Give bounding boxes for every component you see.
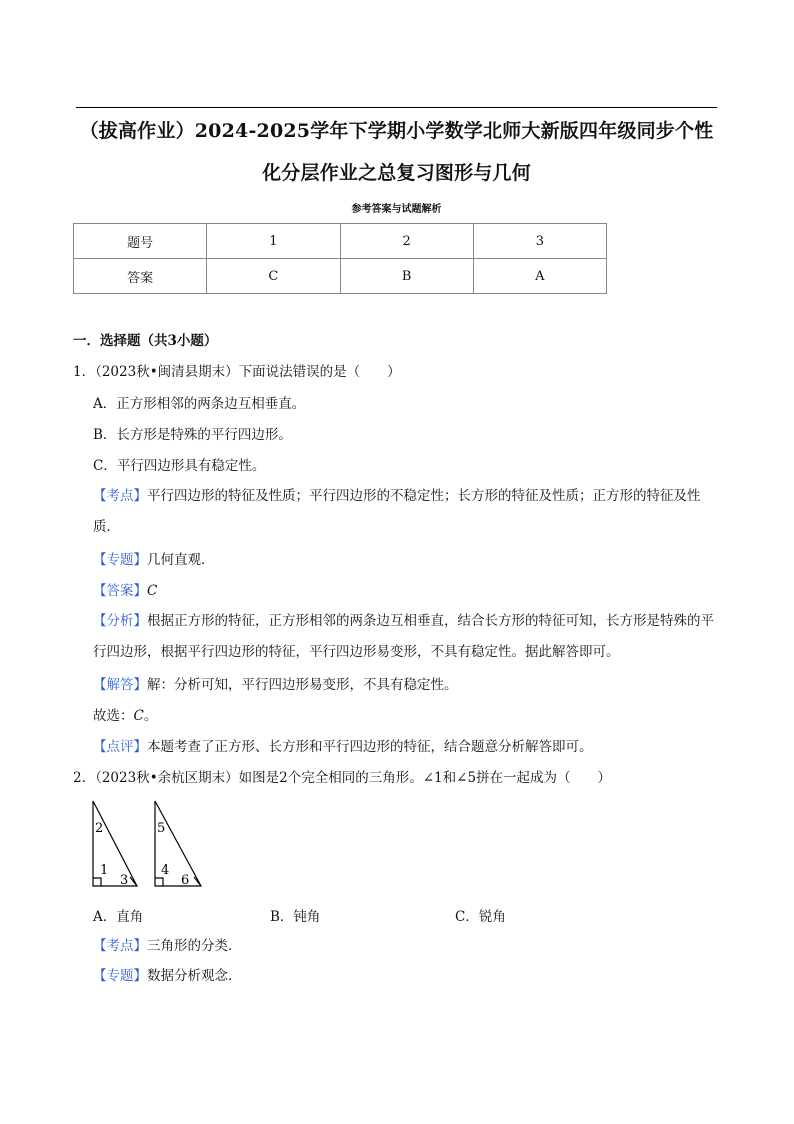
q2-zhuanti [93, 967, 242, 985]
kaodian-tag: 【考点】 [93, 938, 147, 954]
jieda-text: 解：分析可知，平行四边形易变形，不具有稳定性。 [147, 677, 458, 693]
guxuan-suffix: 。 [143, 708, 158, 724]
q2-option-a: A．直角 [93, 909, 144, 925]
doc-title-line2: 化分层作业之总复习图形与几何 [262, 162, 531, 184]
table-cell: B [340, 259, 473, 294]
zhuanti-tag: 【专题】 [93, 552, 147, 568]
angle-label-5: 5 [157, 821, 166, 836]
kaodian-tag: 【考点】 [93, 488, 147, 504]
table-cell: 3 [473, 224, 606, 259]
table-cell: 1 [207, 224, 340, 259]
q2-triangles-figure [90, 798, 210, 890]
table-cell: 题号 [74, 224, 207, 259]
q1-zhuanti [93, 551, 215, 569]
q2-option-c: C．锐角 [455, 909, 506, 925]
fenxi-text: 根据正方形的特征，正方形相邻的两条边互相垂直，结合长方形的特征可知，长方形是特殊的平行四边形，根据平行四边形的特征，平行四边形易变形，不具有稳定性。据此解答即可。 [93, 613, 714, 660]
guxuan-prefix: 故选： [93, 708, 134, 724]
q2-kaodian [93, 937, 242, 955]
daan-text: C [147, 583, 158, 599]
q2-option-b: B．钝角 [270, 909, 321, 925]
section-heading: 一．选择题（共3小题） [73, 333, 218, 349]
dianping-tag: 【点评】 [93, 739, 147, 755]
fenxi-tag: 【分析】 [93, 613, 147, 629]
q2-stem: 2．（2023秋•余杭区期末）如图是2个完全相同的三角形。∠1和∠5拼在一起成为（ ） [73, 770, 612, 786]
q1-fenxi [93, 606, 717, 668]
guxuan-value: C [133, 708, 144, 724]
angle-label-6: 6 [181, 873, 190, 888]
table-cell: A [473, 259, 606, 294]
doc-title-line1: （拔高作业）2024-2025学年下学期小学数学北师大新版四年级同步个性 [79, 120, 714, 142]
zhuanti-tag: 【专题】 [93, 968, 147, 984]
answer-table [73, 223, 607, 294]
q1-daan [93, 582, 157, 600]
q1-kaodian [93, 481, 717, 543]
zhuanti-text: 数据分析观念． [147, 968, 242, 984]
dianping-text: 本题考查了正方形、长方形和平行四边形的特征，结合题意分析解答即可。 [147, 739, 593, 755]
daan-tag: 【答案】 [93, 583, 147, 599]
answer-table-row-numbers [74, 224, 607, 259]
zhuanti-text: 几何直观． [147, 552, 215, 568]
q1-option-c: C．平行四边形具有稳定性。 [93, 458, 266, 474]
table-cell: 2 [340, 224, 473, 259]
table-cell: 答案 [74, 259, 207, 294]
q1-stem: 1．（2023秋•闽清县期末）下面说法错误的是（ ） [73, 364, 401, 380]
q1-dianping [93, 738, 593, 756]
kaodian-text: 三角形的分类． [147, 938, 242, 954]
angle-label-2: 2 [95, 821, 104, 836]
q1-option-b: B．长方形是特殊的平行四边形。 [93, 427, 292, 443]
table-cell: C [207, 259, 340, 294]
angle-label-4: 4 [161, 863, 170, 878]
header-rule [76, 107, 717, 108]
q1-jieda [93, 676, 458, 694]
angle-label-1: 1 [100, 863, 109, 878]
angle-label-3: 3 [120, 873, 129, 888]
q1-option-a: A．正方形相邻的两条边互相垂直。 [93, 396, 306, 412]
jieda-tag: 【解答】 [93, 677, 147, 693]
q1-guxuan [93, 707, 157, 725]
kaodian-text: 平行四边形的特征及性质；平行四边形的不稳定性；长方形的特征及性质；正方形的特征及性质． [93, 488, 701, 535]
answer-table-row-answers [74, 259, 607, 294]
doc-subtitle: 参考答案与试题解析 [351, 204, 442, 215]
